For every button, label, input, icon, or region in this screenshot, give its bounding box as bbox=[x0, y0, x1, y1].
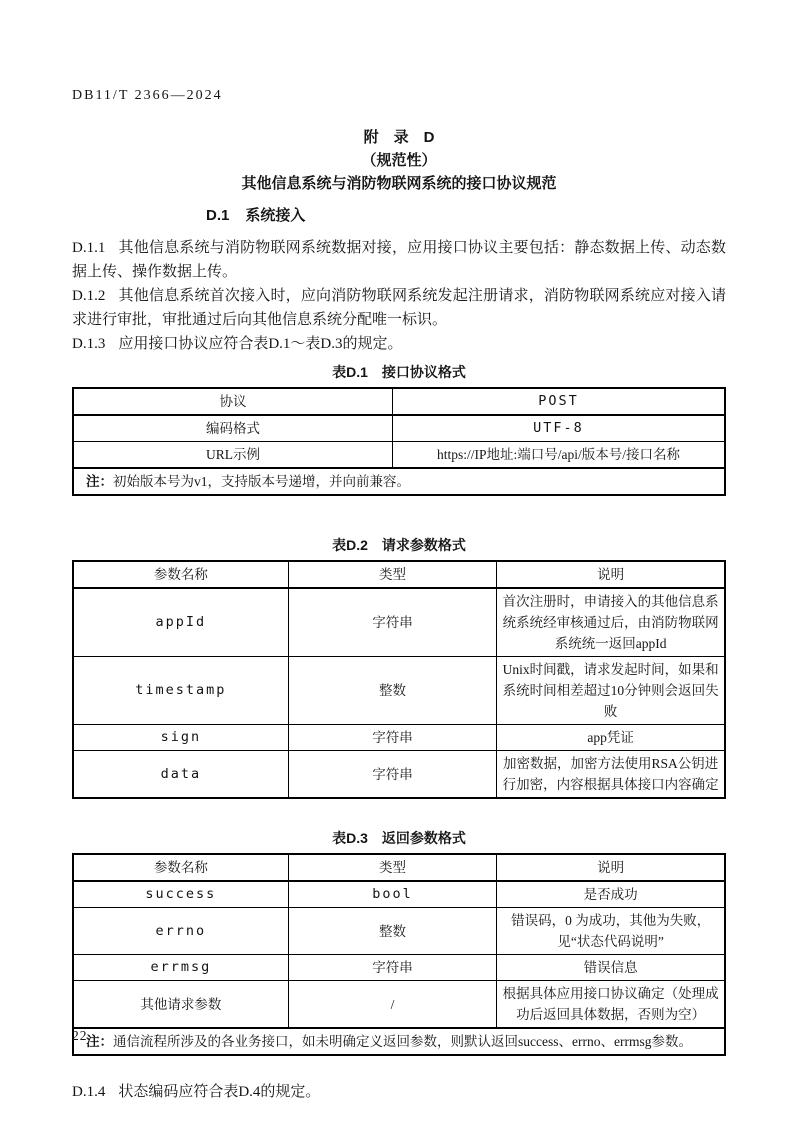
cell-param-name: data bbox=[73, 751, 288, 799]
table-note bbox=[73, 468, 725, 495]
section-title: 系统接入 bbox=[245, 207, 306, 224]
cell-param-name: success bbox=[73, 881, 288, 908]
table-row bbox=[73, 751, 725, 799]
cell-param-name: appId bbox=[73, 588, 288, 657]
appendix-subtitle: （规范性） bbox=[361, 152, 437, 169]
appendix-title: 附 录 D bbox=[363, 129, 435, 146]
cell-param-type: 整数 bbox=[288, 657, 497, 725]
cell-param-type: bool bbox=[288, 881, 497, 908]
table-row bbox=[73, 955, 725, 981]
column-header: 类型 bbox=[288, 854, 497, 881]
cell-param-desc: 首次注册时，申请接入的其他信息系统系统经审核通过后，由消防物联网系统统一返回appId bbox=[497, 588, 725, 657]
cell-param-name: timestamp bbox=[73, 657, 288, 725]
table-row bbox=[73, 442, 725, 469]
cell-param-desc: 错误信息 bbox=[497, 955, 725, 981]
cell-value: POST bbox=[392, 388, 725, 415]
cell-label: 协议 bbox=[73, 388, 392, 415]
clause-number: D.1.2 bbox=[72, 288, 106, 304]
clause-text: 其他信息系统首次接入时，应向消防物联网系统发起注册请求，消防物联网系统应对接入请求进行审批，审批通过后向其他信息系统分配唯一标识。 bbox=[72, 288, 726, 328]
column-header: 说明 bbox=[497, 854, 725, 881]
table-note bbox=[73, 1028, 725, 1055]
cell-label: 编码格式 bbox=[73, 415, 392, 442]
table-row bbox=[73, 657, 725, 725]
clause-text: 其他信息系统与消防物联网系统数据对接，应用接口协议主要包括：静态数据上传、动态数据上传、操作数据上传。 bbox=[72, 240, 726, 280]
cell-param-desc: 错误码，0 为成功，其他为失败，见“状态代码说明” bbox=[497, 908, 725, 955]
table-row bbox=[73, 415, 725, 442]
cell-param-desc: 根据具体应用接口协议确定（处理成功后返回具体数据，否则为空） bbox=[497, 981, 725, 1029]
page-number: 22 bbox=[72, 1028, 88, 1043]
table-row bbox=[73, 725, 725, 751]
cell-param-type: / bbox=[288, 981, 497, 1029]
appendix-heading: 其他信息系统与消防物联网系统的接口协议规范 bbox=[241, 175, 557, 192]
table-d3 bbox=[72, 853, 726, 1056]
table-row bbox=[73, 588, 725, 657]
clause-number: D.1.1 bbox=[72, 240, 106, 256]
cell-param-type: 字符串 bbox=[288, 588, 497, 657]
table-d3-caption: 表D.3 返回参数格式 bbox=[332, 830, 466, 846]
cell-label: URL示例 bbox=[73, 442, 392, 469]
clause-number: D.1.3 bbox=[72, 336, 106, 352]
table-row bbox=[73, 981, 725, 1029]
table-row bbox=[73, 388, 725, 415]
column-header: 参数名称 bbox=[73, 854, 288, 881]
table-note-row bbox=[73, 1028, 725, 1055]
cell-param-name: errno bbox=[73, 908, 288, 955]
table-d1-caption: 表D.1 接口协议格式 bbox=[332, 364, 466, 380]
cell-param-name: sign bbox=[73, 725, 288, 751]
clause-text: 状态编码应符合表D.4的规定。 bbox=[118, 1084, 321, 1100]
column-header: 类型 bbox=[288, 561, 497, 588]
column-header: 说明 bbox=[497, 561, 725, 588]
cell-param-desc: Unix时间戳，请求发起时间，如果和系统时间相差超过10分钟则会返回失败 bbox=[497, 657, 725, 725]
table-row bbox=[73, 908, 725, 955]
clause-d13 bbox=[72, 332, 726, 356]
clause-d14 bbox=[72, 1080, 726, 1104]
table-d2-caption: 表D.2 请求参数格式 bbox=[332, 537, 466, 553]
standard-code: DB11/T 2366—2024 bbox=[72, 88, 223, 103]
cell-param-type: 字符串 bbox=[288, 725, 497, 751]
clause-d12 bbox=[72, 284, 726, 332]
column-header: 参数名称 bbox=[73, 561, 288, 588]
note-text: 通信流程所涉及的各业务接口，如未明确定义返回参数，则默认返回success、errno、errmsg参数。 bbox=[113, 1034, 692, 1049]
table-d2 bbox=[72, 560, 726, 799]
table-note-row bbox=[73, 468, 725, 495]
clause-list bbox=[72, 236, 726, 356]
cell-param-name: errmsg bbox=[73, 955, 288, 981]
table-row bbox=[73, 881, 725, 908]
cell-param-type: 字符串 bbox=[288, 955, 497, 981]
cell-param-type: 字符串 bbox=[288, 751, 497, 799]
section-number: D.1 bbox=[206, 207, 230, 224]
cell-value: UTF-8 bbox=[392, 415, 725, 442]
section-heading bbox=[72, 207, 726, 225]
clause-d11 bbox=[72, 236, 726, 284]
cell-param-desc: 加密数据，加密方法使用RSA公钥进行加密，内容根据具体接口内容确定 bbox=[497, 751, 725, 799]
table-d1 bbox=[72, 387, 726, 496]
note-text: 初始版本号为v1，支持版本号递增，并向前兼容。 bbox=[113, 474, 410, 489]
cell-param-desc: 是否成功 bbox=[497, 881, 725, 908]
clause-text: 应用接口协议应符合表D.1～表D.3的规定。 bbox=[118, 336, 403, 352]
table-header-row bbox=[73, 561, 725, 588]
cell-param-type: 整数 bbox=[288, 908, 497, 955]
cell-param-desc: app凭证 bbox=[497, 725, 725, 751]
clause-number: D.1.4 bbox=[72, 1084, 106, 1100]
cell-param-name: 其他请求参数 bbox=[73, 981, 288, 1029]
note-label: 注： bbox=[86, 474, 113, 489]
table-header-row bbox=[73, 854, 725, 881]
note-label: 注： bbox=[86, 1034, 113, 1049]
cell-value: https://IP地址:端口号/api/版本号/接口名称 bbox=[392, 442, 725, 469]
